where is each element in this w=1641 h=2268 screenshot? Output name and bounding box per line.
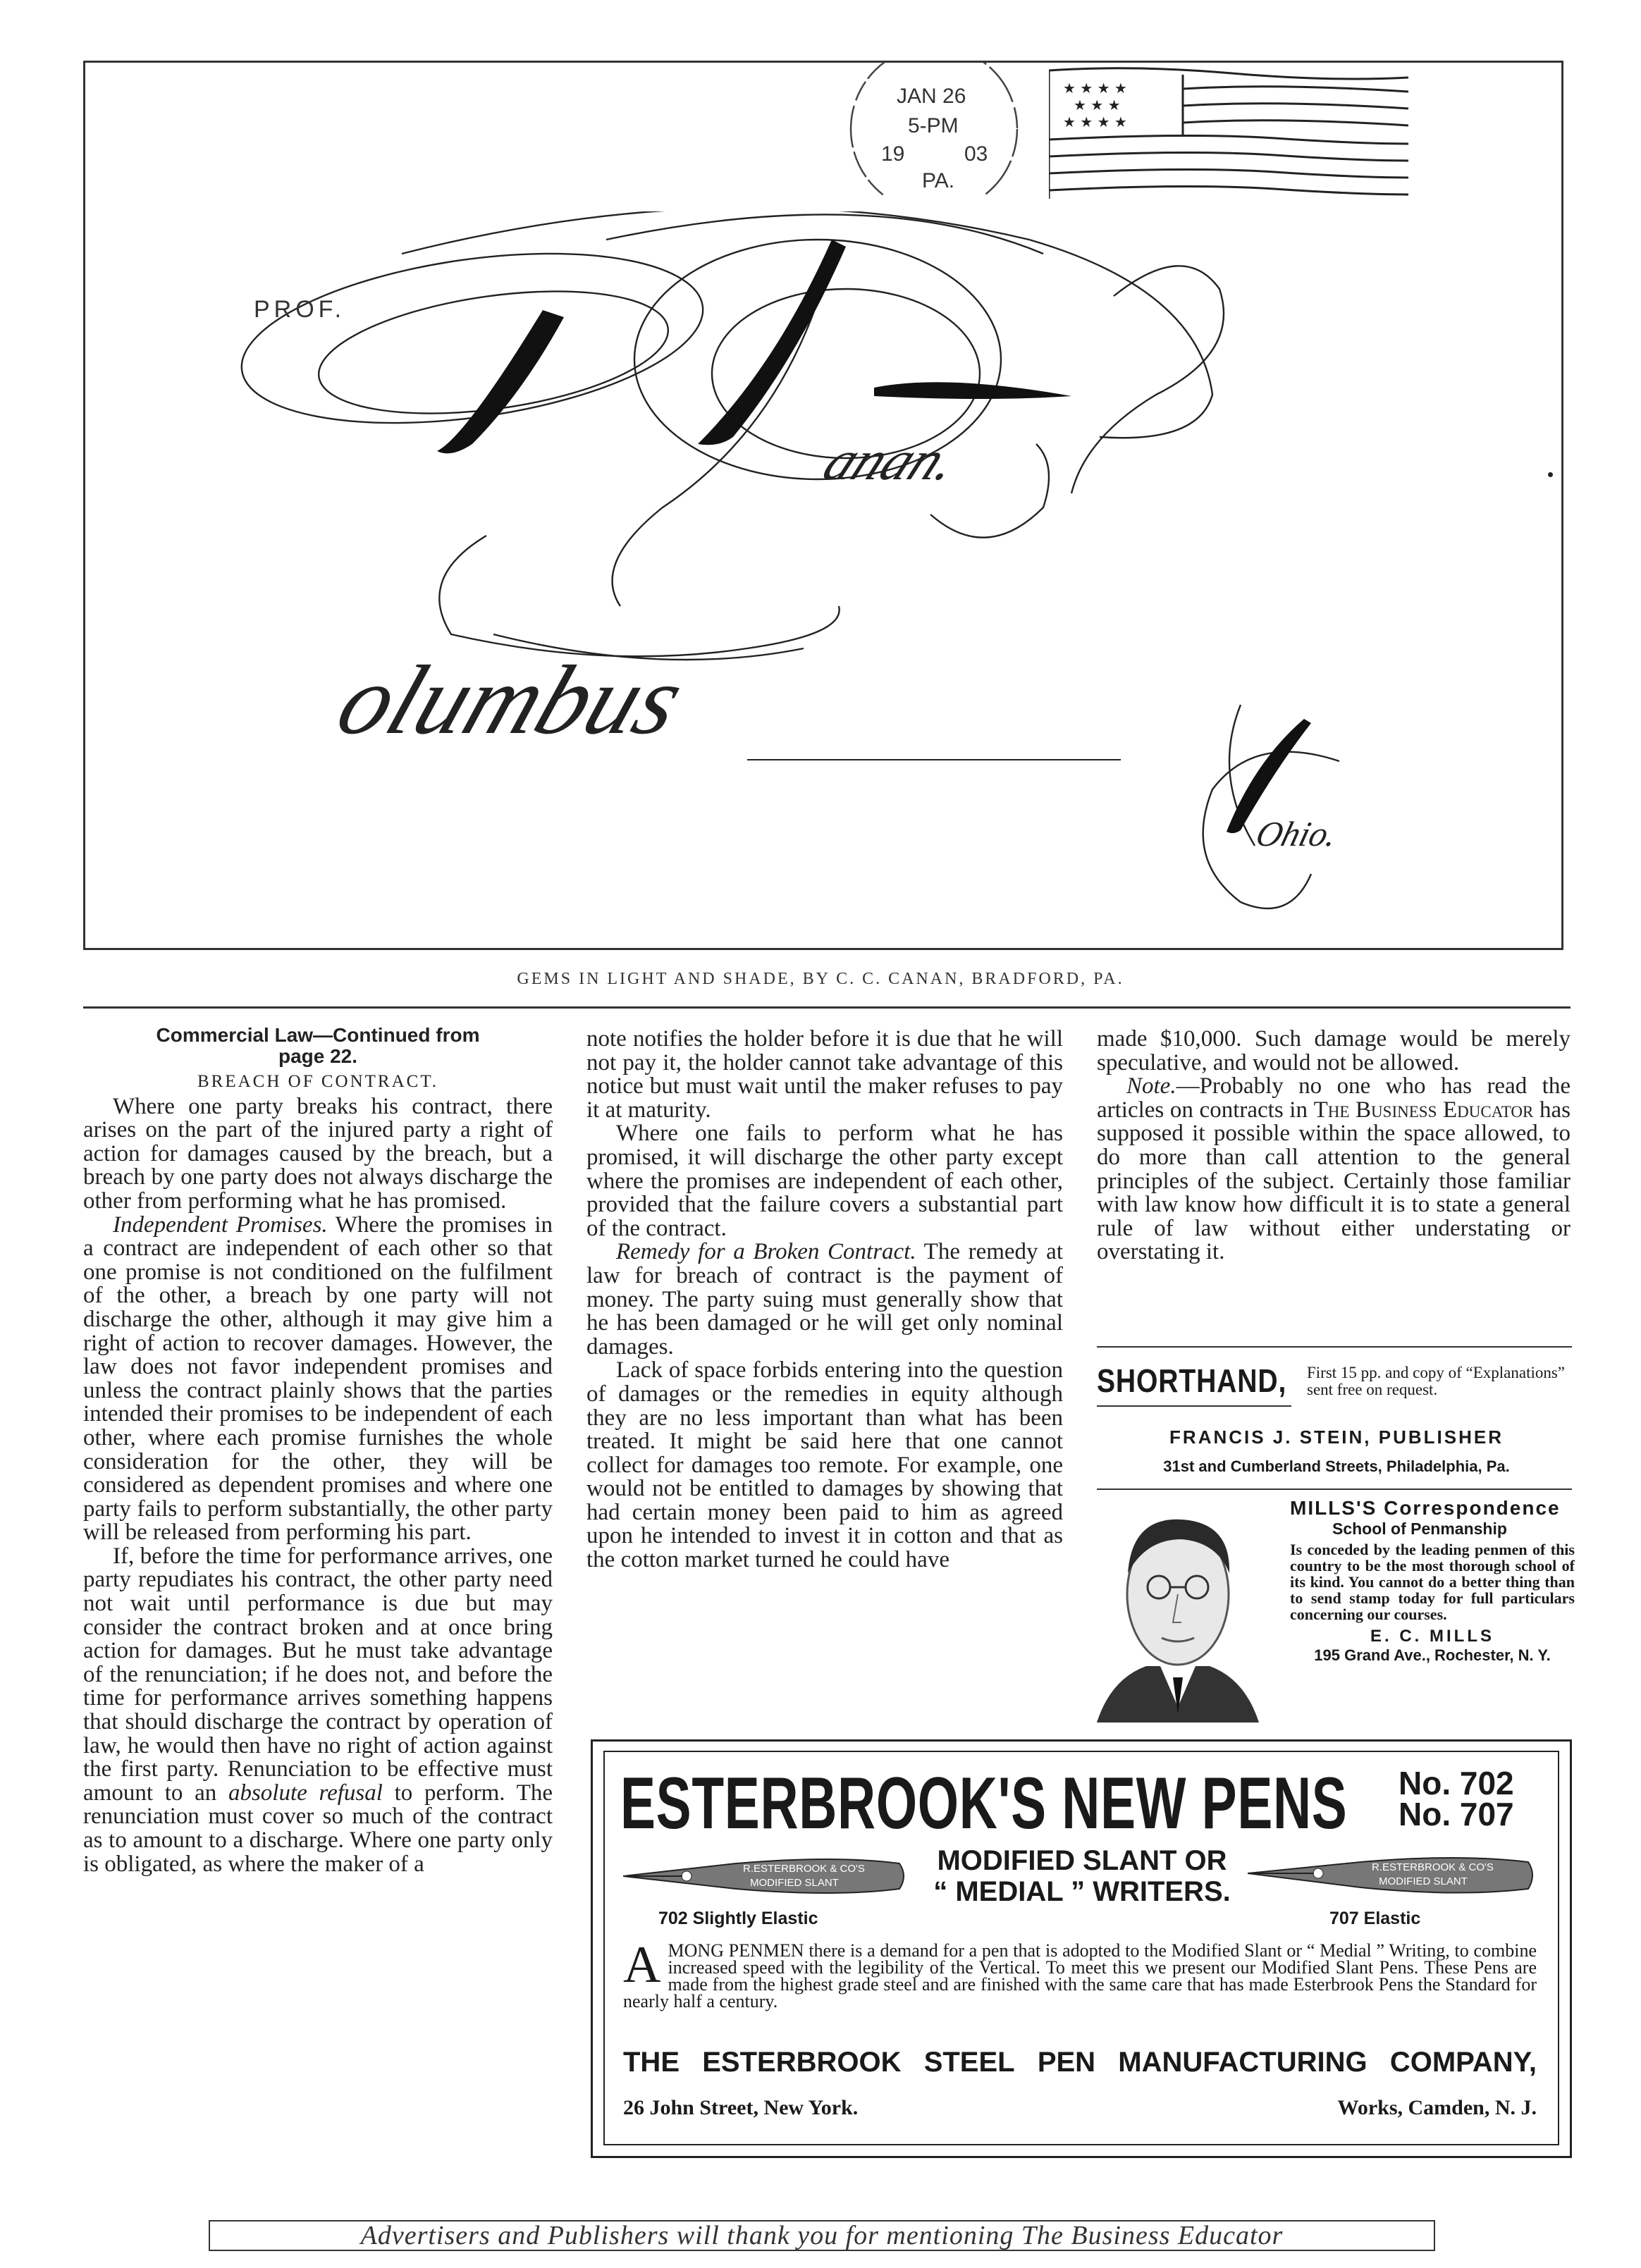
article-column-3 [1097,1028,1571,1264]
svg-text:olumbus: olumbus [324,646,699,755]
pen-707-label: 707 Elastic [1329,1909,1421,1928]
pen-702-label: 702 Slightly Elastic [658,1909,818,1928]
margin-dot [1548,472,1553,477]
postmark-year-left: 19 [881,142,905,166]
paragraph: made $10,000. Such damage would be merely speculative, and would not be allowed. [1097,1026,1571,1076]
shorthand-address: 31st and Cumberland Streets, Philadelphia, Pa. [1163,1457,1510,1475]
calligraphic-address [240,211,1565,930]
pen-702-icon [623,1852,908,1897]
paragraph: Remedy for a Broken Contract. The remedy at law for breach of contract is the payment of money. The party suing must generally show that he has been damaged or he will get only nominal damages. [586,1239,1063,1360]
paragraph: Lack of space forbids entering into the question of damages or the remedies in equity although they are no less important than what has been treated. It might be said here that one cannot collect for damages too remote. For example, one would not be entitled to damages by showing that had certain money been paid to him as agreed upon he intended to invest it in cotton and that as the cotton market turned he could have [586,1357,1063,1573]
footer-banner: Advertisers and Publishers will thank you for mentioning The Business Educator [209,2220,1435,2251]
esterbrook-works: Works, Camden, N. J. [1337,2096,1537,2119]
article-heading: Commercial Law—Continued from page 22. [156,1024,480,1067]
paragraph: Note.—Probably no one who has read the articles on contracts in The Business Educator has supposed it possible within the space allowed, to do more than call attention to the general principles of the subject. Certainly those familiar with law know how difficult it is to state a general rule of law without either understating or overstating it. [1097,1073,1571,1265]
svg-text:anan.: anan. [813,429,970,493]
paragraph: Where one party breaks his contract, there arises on the part of the injured party a right of action for damages caused by the breach, but a breach by one party does not always discharge the other from performing what he has promised. [83,1093,553,1214]
postmark-state: PA. [922,169,955,192]
shorthand-ad-title: SHORTHAND, [1097,1362,1287,1399]
pen-707-icon [1248,1852,1537,1897]
esterbrook-address: 26 John Street, New York. [623,2096,859,2119]
esterbrook-title: ESTERBROOK'S NEW PENS [620,1763,1348,1844]
article-column-2 [586,1028,1063,1572]
drop-cap: A [623,1936,661,1994]
svg-text:MODIFIED SLANT: MODIFIED SLANT [750,1877,839,1889]
svg-text:MODIFIED SLANT: MODIFIED SLANT [1379,1875,1468,1887]
postmark-date: JAN 26 [897,85,966,108]
ad-underline [1097,1405,1291,1407]
mills-desc: Is conceded by the leading penmen of this country to be the most thorough school of its kind. You cannot do a better thing than to send stamp today for full particulars concerning our courses. [1290,1541,1575,1623]
postmark-year-right: 03 [964,142,988,166]
mills-title: MILLS'S Correspondence [1290,1497,1561,1519]
ad-divider [1097,1346,1572,1348]
mills-name: E. C. MILLS [1370,1627,1494,1646]
modified-slant-heading: MODIFIED SLANT OR “ MEDIAL ” WRITERS. [933,1845,1231,1907]
paragraph: If, before the time for performance arrives, one party repudiates his contract, the other party need not wait until performance is due but may consider the contract broken and at once bring action for damages. But he must take advantage of the renunciation; if he does not, and before the time for performance arrives something happens that should discharge the contract by operation of law, he would then have no right of action against the first party. Renunciation to be effective must amount to an absolute refusal to perform. The renunciation must cover so much of the contract as to amount to a discharge. Where one party only is obligated, as where the maker of a [83,1543,553,1877]
mills-address: 195 Grand Ave., Rochester, N. Y. [1314,1646,1551,1664]
mills-portrait [1097,1503,1259,1722]
shorthand-ad-desc: First 15 pp. and copy of “Explanations” sent free on request. [1307,1364,1566,1398]
svg-text:★ ★ ★ ★: ★ ★ ★ ★ [1063,80,1127,97]
flag-icon [1049,65,1408,199]
pen-number-702: No. 702 [1399,1765,1514,1801]
paragraph: note notifies the holder before it is due that he will not pay it, the holder cannot take advantage of this notice but must wait until the maker refuses to pay it at maturity. [586,1026,1063,1123]
mills-subtitle: School of Penmanship [1332,1520,1507,1538]
pen-number-707: No. 707 [1399,1796,1514,1832]
prof-label: PROF. [254,296,346,323]
envelope-caption: GEMS IN LIGHT AND SHADE, BY C. C. CANAN, BRADFORD, PA. [517,970,1124,988]
article-subheading: BREACH OF CONTRACT. [197,1072,438,1091]
postmark-time: 5-PM [908,114,959,137]
shorthand-publisher: FRANCIS J. STEIN, PUBLISHER [1169,1426,1504,1448]
article-column-1 [83,1025,553,1876]
paragraph: Independent Promises. Where the promises in a contract are independent of each other so that one promise is not conditioned on the fulfilment of the other, a breach by one party will not discharge the other, although it may give him a right of action to recover damages. However, the law does not favor independent promises and unless the contract plainly shows that the parties intended their promises to be independent of each other, where each promise furnishes the whole consideration for the other, they will be considered as dependent promises and where one party fails to perform substantially, the other party will be released from performing his part. [83,1212,553,1546]
svg-text:★ ★ ★: ★ ★ ★ [1074,97,1121,113]
ad-divider [1097,1489,1572,1490]
svg-text:R.ESTERBROOK & CO'S: R.ESTERBROOK & CO'S [743,1863,865,1875]
svg-text:★ ★ ★ ★: ★ ★ ★ ★ [1063,113,1127,130]
svg-text:R.ESTERBROOK & CO'S: R.ESTERBROOK & CO'S [1372,1861,1494,1873]
paragraph: Where one fails to perform what he has promised, it will discharge the other party except where the promises are independent of each other, provided that the failure covers a substantial part of the contract. [586,1121,1063,1241]
horizontal-divider [83,1006,1571,1009]
esterbrook-company: THE ESTERBROOK STEEL PEN MANUFACTURING COMPANY, [623,2047,1537,2078]
mills-ad [1290,1497,1575,1665]
svg-text:Ohio.: Ohio. [1251,815,1341,854]
esterbrook-body: AMONG PENMEN there is a demand for a pen that is adopted to the Modified Slant or “ Medial ” Writing, to combine increased speed with the legibility of the Vertical. To meet this we present our Modified Slant Pens. These Pens are made from the highest grade steel and are finished with the same care that has made Esterbrook Pens the Standard for nearly half a century. [623,1936,1537,2011]
postmark-stamp [846,62,1022,196]
